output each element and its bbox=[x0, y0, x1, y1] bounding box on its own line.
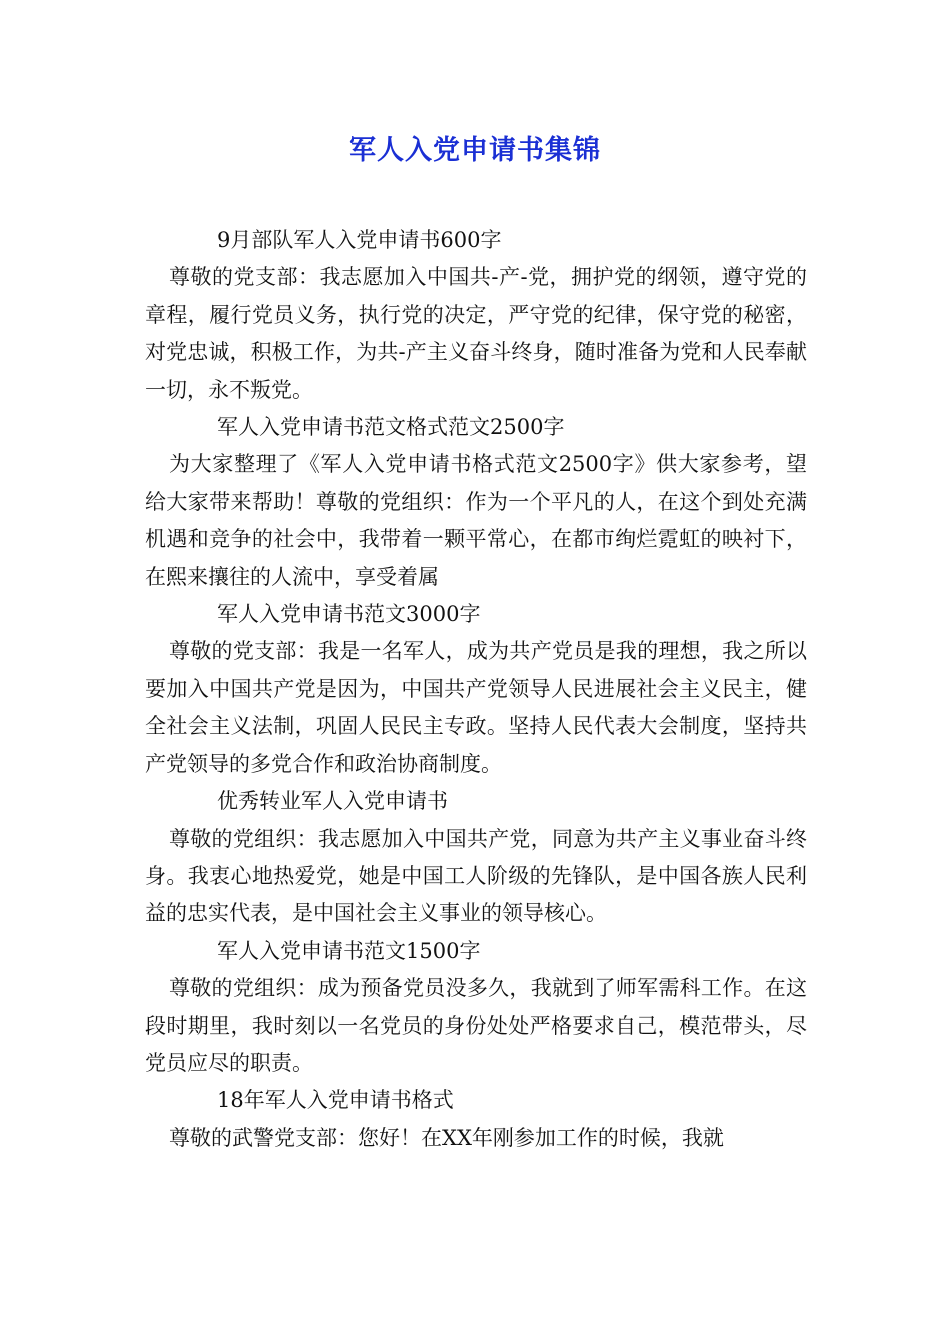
document-title: 军人入党申请书集锦 bbox=[349, 135, 601, 166]
section-heading-6: 18年军人入党申请书格式 bbox=[217, 1088, 454, 1113]
section-body-2: 为大家整理了《军人入党申请书格式范文2500字》供大家参考，望给大家带来帮助！尊敬的党组织：作为一个平凡的人，在这个到处充满机遇和竞争的社会中，我带着一颗平常心，在都市绚烂霓虹的映衬下，在熙来攘往的人流中，享受着属 bbox=[145, 452, 807, 589]
section-body-5: 尊敬的党组织：成为预备党员没多久，我就到了师军需科工作。在这段时期里，我时刻以一名党员的身份处处严格要求自己，模范带头，尽党员应尽的职责。 bbox=[145, 976, 807, 1075]
section-body-1: 尊敬的党支部：我志愿加入中国共-产-党，拥护党的纲领，遵守党的章程，履行党员义务，执行党的决定，严守党的纪律，保守党的秘密，对党忠诚，积极工作，为共-产主义奋斗终身，随时准备为党和人民奉献一切，永不叛党。 bbox=[145, 265, 807, 402]
section-heading-4: 优秀转业军人入党申请书 bbox=[217, 789, 448, 814]
section-body-4: 尊敬的党组织：我志愿加入中国共产党，同意为共产主义事业奋斗终身。我衷心地热爱党，她是中国工人阶级的先锋队，是中国各族人民利益的忠实代表，是中国社会主义事业的领导核心。 bbox=[145, 826, 807, 926]
section-heading-5: 军人入党申请书范文1500字 bbox=[217, 938, 481, 963]
section-body-3: 尊敬的党支部：我是一名军人，成为共产党员是我的理想，我之所以要加入中国共产党是因为，中国共产党领导人民进展社会主义民主，健全社会主义法制，巩固人民民主专政。坚持人民代表大会制度，坚持共产党领导的多党合作和政治协商制度。 bbox=[145, 639, 807, 776]
section-heading-2: 军人入党申请书范文格式范文2500字 bbox=[217, 415, 565, 440]
document-body bbox=[145, 222, 807, 1157]
section-heading-3: 军人入党申请书范文3000字 bbox=[217, 602, 481, 627]
section-body-6: 尊敬的武警党支部：您好！在XX年刚参加工作的时候，我就 bbox=[169, 1125, 724, 1150]
section-heading-1: 9月部队军人入党申请书600字 bbox=[217, 228, 502, 252]
